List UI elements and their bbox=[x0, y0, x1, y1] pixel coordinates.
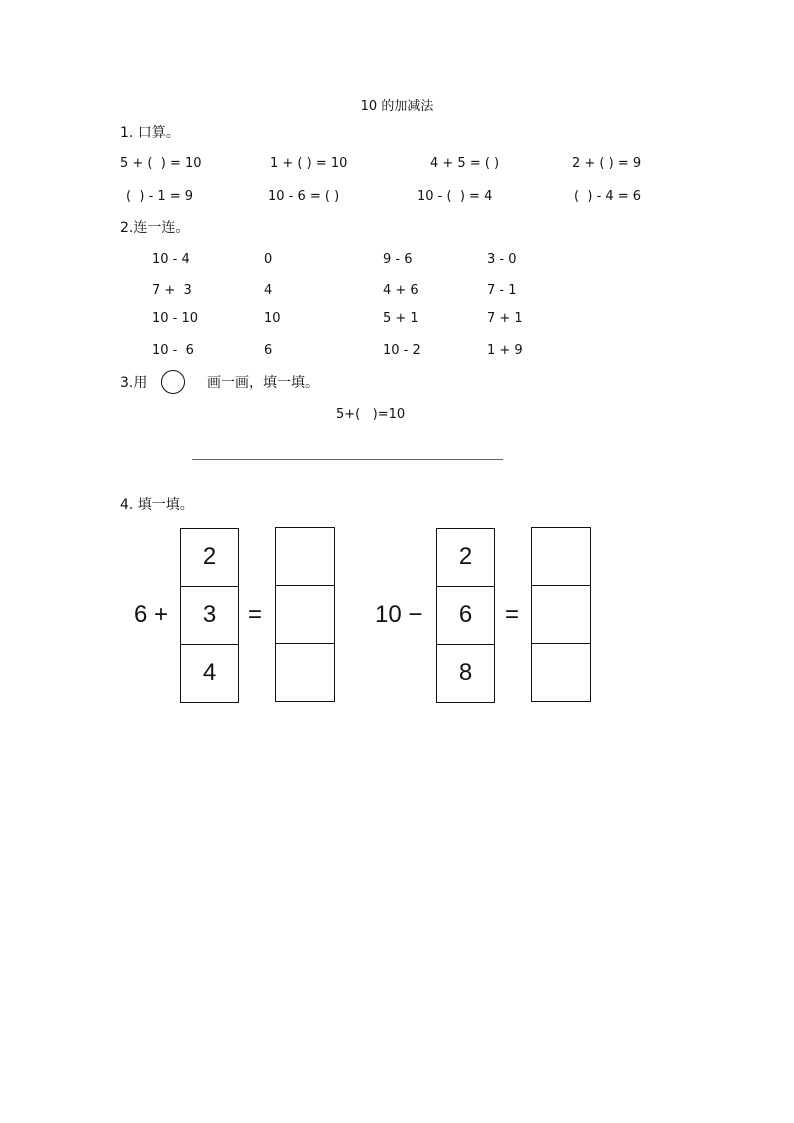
matching-row-1-item-1: 10 - 4 bbox=[152, 252, 190, 267]
mental-math-row-2-item-4: ( ) - 4 = 6 bbox=[574, 189, 642, 204]
section-3-equation: 5+( )=10 bbox=[336, 407, 406, 422]
mental-math-row-1-item-2: 1 + ( ) = 10 bbox=[270, 156, 348, 171]
matching-row-4-item-4: 1 + 9 bbox=[487, 343, 523, 358]
right-answer-box-1[interactable] bbox=[531, 527, 591, 586]
section-3-heading-suffix: 画一画，填一填。 bbox=[207, 375, 319, 391]
matching-row-2-item-2: 4 bbox=[264, 283, 273, 298]
page-title: 10 的加减法 bbox=[360, 99, 434, 114]
right-answer-box-3[interactable] bbox=[531, 643, 591, 702]
circle-icon bbox=[161, 370, 185, 394]
mental-math-row-2-item-1: ( ) - 1 = 9 bbox=[126, 189, 194, 204]
left-value-box-1: 2 bbox=[180, 528, 239, 587]
matching-row-4-item-2: 6 bbox=[264, 343, 273, 358]
right-value-box-1: 2 bbox=[436, 528, 495, 587]
left-answer-box-3[interactable] bbox=[275, 643, 335, 702]
matching-row-1-item-2: 0 bbox=[264, 252, 273, 267]
section-4-heading: 4. 填一填。 bbox=[120, 497, 194, 513]
left-value-box-3: 4 bbox=[180, 644, 239, 703]
right-value-box-3: 8 bbox=[436, 644, 495, 703]
section-2-heading: 2.连一连。 bbox=[120, 220, 190, 236]
left-equals-sign: = bbox=[248, 601, 263, 628]
right-expression-prefix: 10 − bbox=[375, 601, 423, 628]
mental-math-row-1-item-1: 5 + ( ) = 10 bbox=[120, 156, 202, 171]
mental-math-row-2-item-3: 10 - ( ) = 4 bbox=[417, 189, 493, 204]
matching-row-3-item-3: 5 + 1 bbox=[383, 311, 419, 326]
mental-math-row-2-item-2: 10 - 6 = ( ) bbox=[268, 189, 340, 204]
mental-math-row-1-item-3: 4 + 5 = ( ) bbox=[430, 156, 500, 171]
mental-math-row-1-item-4: 2 + ( ) = 9 bbox=[572, 156, 642, 171]
left-expression-prefix: 6 + bbox=[134, 601, 169, 628]
left-answer-box-1[interactable] bbox=[275, 527, 335, 586]
matching-row-3-item-1: 10 - 10 bbox=[152, 311, 199, 326]
right-value-box-2: 6 bbox=[436, 586, 495, 645]
left-answer-box-2[interactable] bbox=[275, 585, 335, 644]
matching-row-2-item-3: 4 + 6 bbox=[383, 283, 419, 298]
matching-row-4-item-3: 10 - 2 bbox=[383, 343, 421, 358]
matching-row-2-item-4: 7 - 1 bbox=[487, 283, 517, 298]
matching-row-3-item-4: 7 + 1 bbox=[487, 311, 523, 326]
section-1-heading: 1. 口算。 bbox=[120, 125, 180, 141]
matching-row-2-item-1: 7 + 3 bbox=[152, 283, 192, 298]
section-3-heading-prefix: 3.用 bbox=[120, 375, 148, 391]
drawing-line bbox=[192, 459, 503, 460]
matching-row-3-item-2: 10 bbox=[264, 311, 281, 326]
right-equals-sign: = bbox=[505, 601, 520, 628]
matching-row-1-item-4: 3 - 0 bbox=[487, 252, 517, 267]
matching-row-1-item-3: 9 - 6 bbox=[383, 252, 413, 267]
matching-row-4-item-1: 10 - 6 bbox=[152, 343, 194, 358]
right-answer-box-2[interactable] bbox=[531, 585, 591, 644]
left-value-box-2: 3 bbox=[180, 586, 239, 645]
